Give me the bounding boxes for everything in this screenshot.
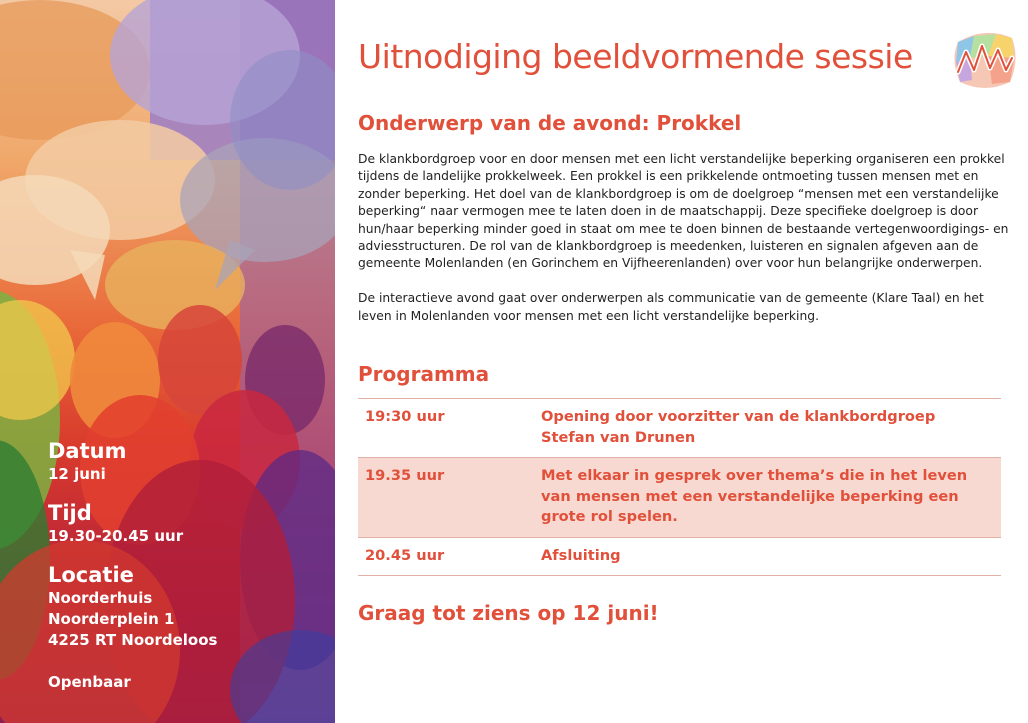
- program-item: Afsluiting: [534, 537, 1001, 576]
- closing-text: Graag tot ziens op 12 juni!: [358, 601, 659, 625]
- location-street: Noorderplein 1: [48, 610, 175, 628]
- program-time: 19.35 uur: [358, 458, 534, 538]
- date-value: 12 juni: [48, 465, 106, 483]
- intro-paragraph: De interactieve avond gaat over onderwerpen als communicatie van de gemeente (Klare Taal) en het leven in Molenlanden voor mensen met een licht verstandelijke beperking.: [358, 291, 984, 323]
- intro-text: [358, 151, 1010, 325]
- program-row: [358, 537, 1001, 576]
- access-label: Openbaar: [48, 673, 131, 691]
- program-row: [358, 458, 1001, 538]
- date-label: Datum: [48, 439, 127, 463]
- program-row: [358, 399, 1001, 458]
- program-time: 19:30 uur: [358, 399, 534, 458]
- municipality-logo-icon: [952, 28, 1018, 90]
- location-city: 4225 RT Noordeloos: [48, 631, 218, 649]
- hero-artwork: [0, 0, 335, 723]
- location-name: Noorderhuis: [48, 589, 153, 607]
- time-label: Tijd: [48, 501, 92, 525]
- time-value: 19.30-20.45 uur: [48, 527, 184, 545]
- subject-heading: Onderwerp van de avond: Prokkel: [358, 111, 742, 135]
- event-details: [48, 438, 328, 693]
- intro-paragraph: De klankbordgroep voor en door mensen met een licht verstandelijke beperking organiseren een prokkel tijdens de landelijke prokkelweek. Een prokkel is een prikkelende ontmoeting tussen mensen met en zonder beperking. Het doel van de klankbordgroep is om de doelgroep “mensen met een verstandelijke beperking“ naar vermogen mee te laten doen in de maatschappij. Deze specifieke doelgroep is door hun/haar beperking minder goed in staat om mee te doen binnen de bestaande vertegenwoordigings- en adviesstructuren. De rol van de klankbordgroep is meedenken, luisteren en signalen afgeven aan de gemeente Molenlanden (en Gorinchem en Vijfheerenlanden) over voor hun belangrijke onderwerpen.: [358, 152, 1009, 271]
- location-label: Locatie: [48, 563, 134, 587]
- program-table: [358, 398, 1001, 576]
- program-item: Opening door voorzitter van de klankbordgroep Stefan van Drunen: [534, 399, 1001, 458]
- page-title: Uitnodiging beeldvormende sessie: [358, 37, 913, 76]
- program-item: Met elkaar in gesprek over thema’s die in het leven van mensen met een verstandelijke beperking een grote rol spelen.: [534, 458, 1001, 538]
- program-time: 20.45 uur: [358, 537, 534, 576]
- program-heading: Programma: [358, 362, 490, 386]
